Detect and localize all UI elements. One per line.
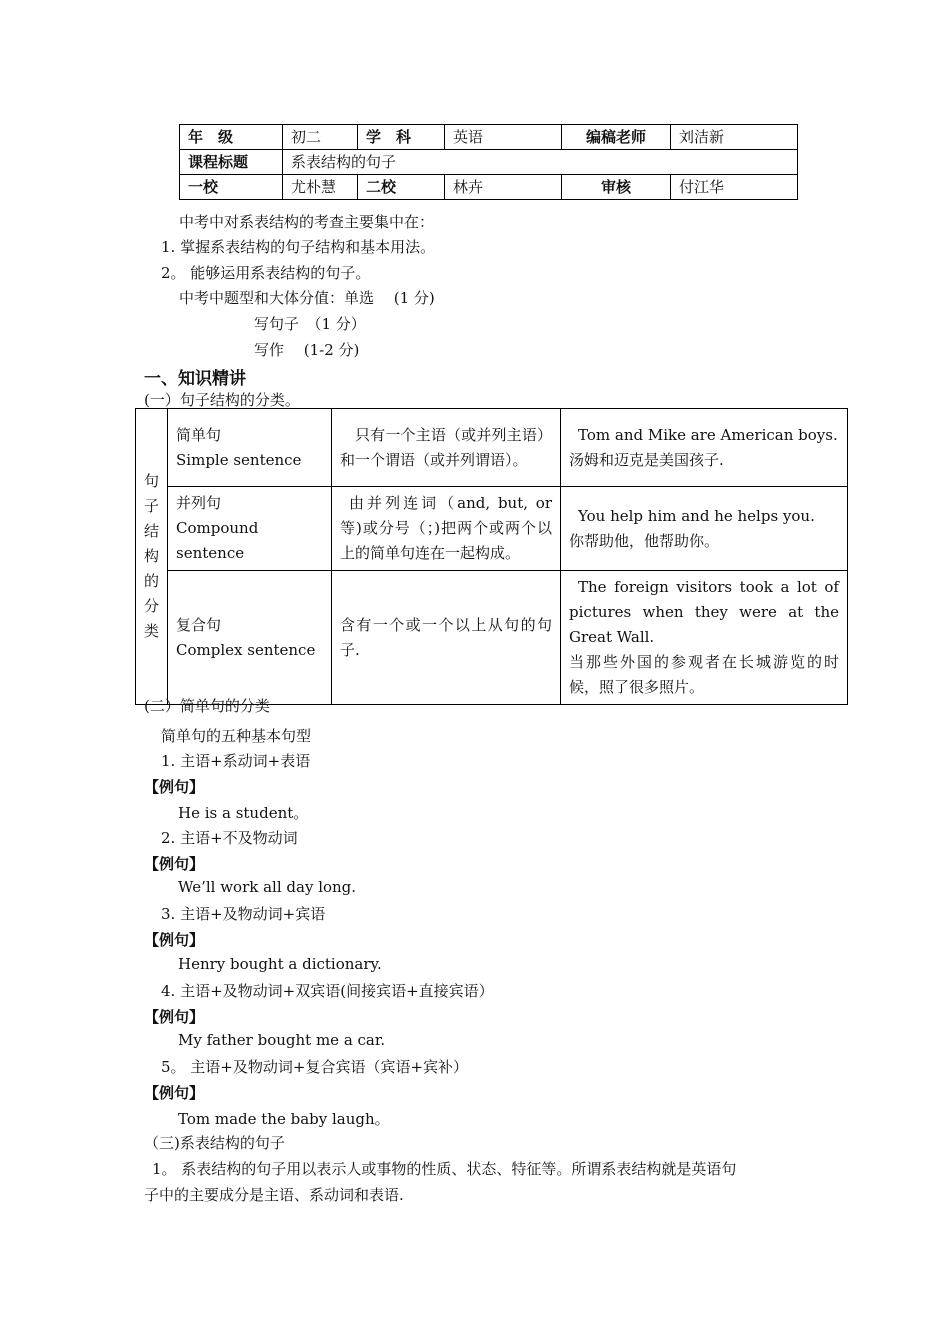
type-cell: 并列句 Compound sentence [168, 487, 332, 571]
desc-cell: 由并列连词（and, but, or 等)或分号（；)把两个或两个以上的简单句连在一起构成。 [332, 487, 561, 571]
section3-para-line-1: 1。 系表结构的句子用以表示人或事物的性质、状态、特征等。所谓系表结构就是英语句 [152, 1160, 737, 1178]
school1-label: 一校 [180, 175, 283, 200]
example-4: My father bought me a car. [178, 1031, 386, 1049]
example-1: He is a student。 [178, 804, 309, 822]
example-label: 【例句】 [144, 1008, 205, 1026]
intro-line-6: 写作 (1-2 分) [254, 341, 360, 359]
example-label: 【例句】 [144, 855, 205, 873]
intro-line-2: 1. 掌握系表结构的句子结构和基本用法。 [161, 238, 436, 256]
pattern-2: 2. 主语+不及物动词 [161, 829, 298, 847]
example-label: 【例句】 [144, 778, 205, 796]
example-5: Tom made the baby laugh。 [178, 1110, 390, 1128]
classification-table [135, 408, 848, 705]
school1-value: 尤朴慧 [283, 175, 358, 200]
desc-cell: 含有一个或一个以上从句的句子. [332, 571, 561, 705]
pattern-5: 5。 主语+及物动词+复合宾语（宾语+宾补） [161, 1058, 469, 1076]
section2-title: (二）简单句的分类 [144, 697, 270, 715]
example-cell: The foreign visitors took a lot of pictures when they were at the Great Wall. 当那些外国的参观者在长城游览的时候，照了很多照片。 [561, 571, 848, 705]
subject-label: 学 科 [358, 125, 445, 150]
example-cell: You help him and he helps you. 你帮助他，他帮助你。 [561, 487, 848, 571]
example-2: We’ll work all day long. [178, 878, 357, 896]
school2-value: 林卉 [445, 175, 562, 200]
title-value: 系表结构的句子 [283, 150, 798, 175]
intro-line-1: 中考中对系表结构的考查主要集中在： [179, 213, 435, 231]
editor-label: 编稿老师 [562, 125, 671, 150]
example-3: Henry bought a dictionary. [178, 955, 382, 973]
type-cell: 简单句 Simple sentence [168, 409, 332, 487]
editor-value: 刘洁新 [671, 125, 798, 150]
pattern-1: 1. 主语+系动词+表语 [161, 752, 311, 770]
section3-title: （三)系表结构的句子 [144, 1134, 285, 1152]
pattern-4: 4. 主语+及物动词+双宾语(间接宾语+直接宾语） [161, 982, 494, 1000]
grade-value: 初二 [283, 125, 358, 150]
example-label: 【例句】 [144, 1084, 205, 1102]
header-table [179, 124, 798, 200]
intro-line-5: 写句子 （1 分） [254, 315, 366, 333]
section1-title: 一、知识精讲 [144, 369, 246, 389]
title-label: 课程标题 [180, 150, 283, 175]
grade-label: 年 级 [180, 125, 283, 150]
desc-cell: 只有一个主语（或并列主语）和一个谓语（或并列谓语）。 [332, 409, 561, 487]
review-label: 审核 [562, 175, 671, 200]
pattern-3: 3. 主语+及物动词+宾语 [161, 905, 326, 923]
section2-intro: 简单句的五种基本句型 [161, 727, 312, 745]
example-label: 【例句】 [144, 931, 205, 949]
review-value: 付江华 [671, 175, 798, 200]
section3-para-line-2: 子中的主要成分是主语、系动词和表语. [144, 1186, 404, 1204]
intro-line-3: 2。 能够运用系表结构的句子。 [161, 264, 371, 282]
section1-sub: (一）句子结构的分类。 [144, 391, 300, 409]
type-cell: 复合句 Complex sentence [168, 571, 332, 705]
side-label: 句 子 结 构 的 分 类 [136, 409, 168, 705]
school2-label: 二校 [358, 175, 445, 200]
intro-line-4: 中考中题型和大体分值：单选 (1 分) [179, 289, 435, 307]
example-cell: Tom and Mike are American boys. 汤姆和迈克是美国孩子. [561, 409, 848, 487]
subject-value: 英语 [445, 125, 562, 150]
